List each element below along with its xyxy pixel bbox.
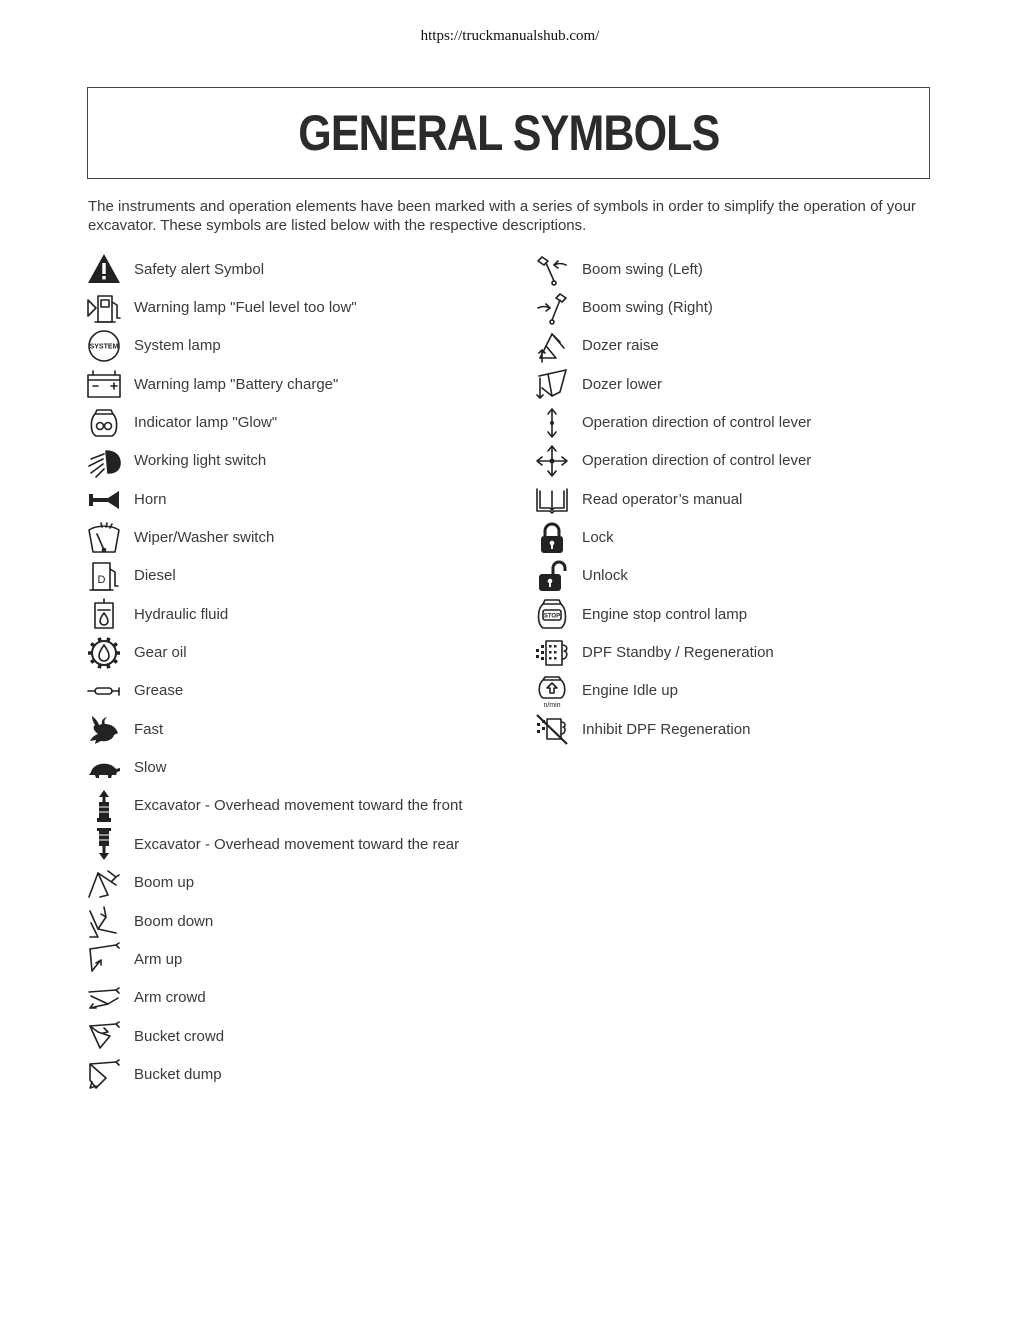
symbol-row [86, 480, 462, 518]
hydraulic-fluid-icon [86, 596, 122, 632]
arm-up-icon [86, 941, 122, 977]
wiper-icon [86, 520, 122, 556]
boom-swing-right-icon [534, 290, 570, 326]
symbol-row [534, 480, 811, 518]
symbol-label: Gear oil [134, 644, 187, 662]
bucket-crowd-icon [86, 1018, 122, 1054]
bucket-dump-icon [86, 1056, 122, 1092]
symbol-row [534, 403, 811, 441]
symbol-label: Indicator lamp "Glow" [134, 414, 278, 432]
turtle-icon [86, 750, 122, 786]
symbol-row [86, 518, 462, 556]
symbol-label: Diesel [134, 567, 176, 585]
symbol-label: Hydraulic fluid [134, 605, 229, 623]
symbol-row [534, 327, 811, 365]
symbol-label: Excavator - Overhead movement toward the rear [134, 835, 460, 853]
symbol-label: Boom down [134, 912, 214, 930]
unlock-icon [534, 558, 570, 594]
symbol-label: Unlock [582, 567, 628, 585]
symbol-row [86, 902, 462, 940]
symbol-row [86, 288, 462, 326]
symbol-row [534, 288, 811, 326]
symbol-label: Excavator - Overhead movement toward the front [134, 797, 463, 815]
symbol-row [86, 557, 462, 595]
manual-book-icon [534, 481, 570, 517]
inhibit-dpf-icon [534, 711, 570, 747]
work-light-icon [86, 443, 122, 479]
symbol-row [86, 710, 462, 748]
symbol-row [534, 518, 811, 556]
dpf-icon [534, 635, 570, 671]
symbol-row [86, 979, 462, 1017]
horn-icon [86, 481, 122, 517]
symbol-row [534, 250, 811, 288]
symbol-label: Horn [134, 490, 167, 508]
symbol-row [86, 595, 462, 633]
boom-down-icon [86, 903, 122, 939]
symbol-label: Lock [582, 529, 614, 547]
symbol-label: Bucket crowd [134, 1027, 225, 1045]
symbol-row [86, 787, 462, 825]
boom-up-icon [86, 865, 122, 901]
overhead-rear-icon [86, 826, 122, 862]
symbol-label: Warning lamp "Fuel level too low" [134, 299, 357, 317]
arm-crowd-icon [86, 980, 122, 1016]
symbol-label: Arm up [134, 950, 183, 968]
symbol-label: Dozer lower [582, 375, 663, 393]
symbol-label: Wiper/Washer switch [134, 529, 275, 547]
warning-triangle-icon [86, 251, 122, 287]
symbol-label: Fast [134, 720, 164, 738]
symbol-row [534, 710, 811, 748]
symbol-label: Read operator’s manual [582, 490, 743, 508]
symbol-label: Bucket dump [134, 1065, 222, 1083]
symbol-row [86, 748, 462, 786]
symbol-row [86, 442, 462, 480]
symbol-label: Inhibit DPF Regeneration [582, 720, 751, 738]
symbol-label: Grease [134, 682, 184, 700]
symbol-row [86, 940, 462, 978]
four-way-arrows-icon [534, 443, 570, 479]
symbol-row [534, 672, 811, 710]
symbol-row [534, 595, 811, 633]
symbol-label: Arm crowd [134, 989, 206, 1007]
symbol-label: Working light switch [134, 452, 267, 470]
engine-stop-icon [534, 596, 570, 632]
system-lamp-icon [86, 328, 122, 364]
intro-paragraph: The instruments and operation elements have been marked with a series of symbols in order to simplify the operation of your excavator. These symbols are listed below with the respective descriptions. [88, 198, 916, 234]
symbol-row [86, 633, 462, 671]
vertical-arrows-icon [534, 405, 570, 441]
symbol-row [86, 864, 462, 902]
svg-text:SYSTEM: SYSTEM [89, 343, 119, 351]
left-symbol-list [86, 250, 462, 1094]
diesel-icon [86, 558, 122, 594]
symbol-label: Boom up [134, 874, 195, 892]
page-title: GENERAL SYMBOLS [297, 105, 720, 161]
symbol-label: DPF Standby / Regeneration [582, 644, 774, 662]
fuel-pump-icon [86, 290, 122, 326]
grease-gun-icon [86, 673, 122, 709]
overhead-front-icon [86, 788, 122, 824]
boom-swing-left-icon [534, 251, 570, 287]
symbol-label: Slow [134, 759, 167, 777]
symbol-row [86, 672, 462, 710]
symbol-row [86, 1055, 462, 1093]
symbol-label: Safety alert Symbol [134, 260, 265, 278]
svg-text:n/min: n/min [543, 701, 561, 709]
svg-text:STOP: STOP [543, 613, 561, 620]
symbol-label: System lamp [134, 337, 221, 355]
header-url: https://truckmanualshub.com/ [420, 28, 600, 44]
engine-idle-icon [534, 673, 570, 709]
right-symbol-list [534, 250, 811, 748]
symbol-label: Operation direction of control lever [582, 414, 812, 432]
rabbit-icon [86, 711, 122, 747]
gear-oil-icon [86, 635, 122, 671]
symbol-row [534, 365, 811, 403]
symbol-row [86, 825, 462, 863]
lock-icon [534, 520, 570, 556]
glow-plug-icon [86, 405, 122, 441]
symbol-row [86, 327, 462, 365]
symbol-label: Dozer raise [582, 337, 659, 355]
symbol-label: Boom swing (Right) [582, 299, 713, 317]
symbol-row [86, 250, 462, 288]
symbol-row [86, 1017, 462, 1055]
dozer-lower-icon [534, 366, 570, 402]
symbol-label: Engine stop control lamp [582, 605, 748, 623]
symbol-row [534, 557, 811, 595]
svg-text:D: D [97, 573, 106, 586]
symbol-row [534, 633, 811, 671]
symbol-label: Operation direction of control lever [582, 452, 812, 470]
dozer-raise-icon [534, 328, 570, 364]
symbol-label: Engine Idle up [582, 682, 678, 700]
symbol-label: Boom swing (Left) [582, 260, 703, 278]
title-box [87, 87, 930, 179]
symbol-row [86, 365, 462, 403]
battery-icon [86, 366, 122, 402]
symbol-row [86, 403, 462, 441]
symbol-label: Warning lamp "Battery charge" [134, 375, 339, 393]
symbol-row [534, 442, 811, 480]
